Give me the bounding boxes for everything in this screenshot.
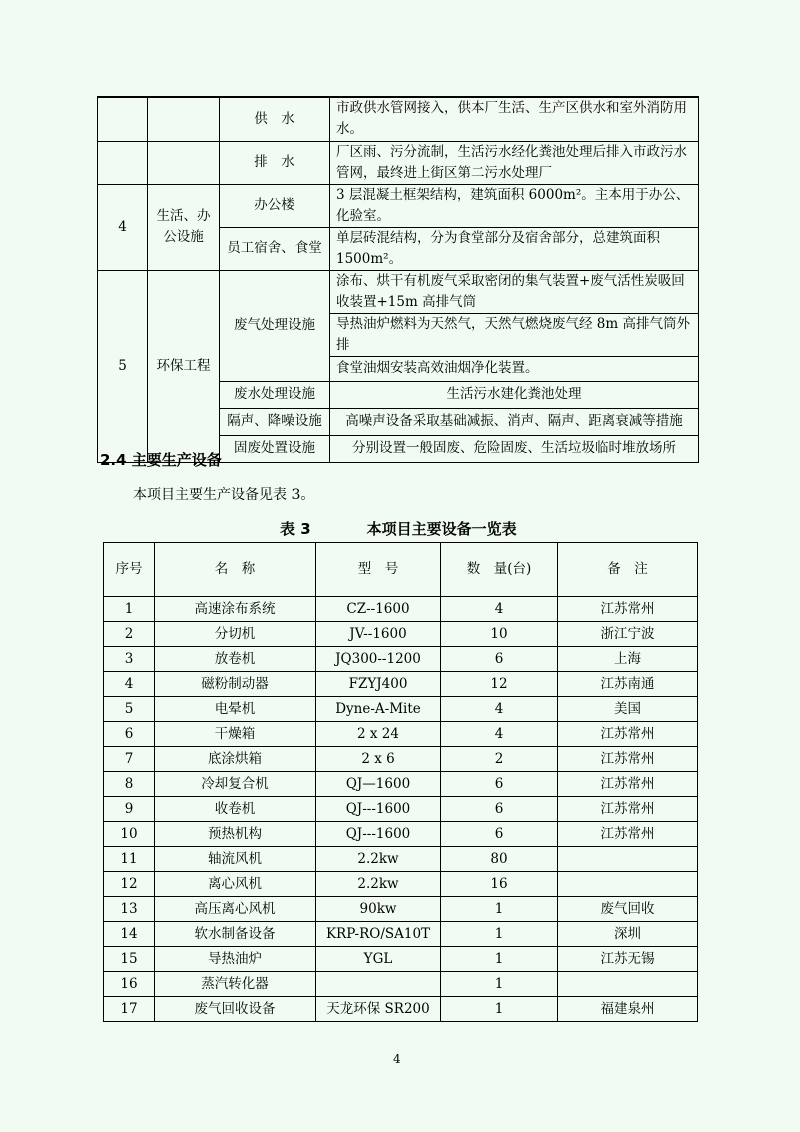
quantity-cell: 1: [441, 997, 558, 1022]
table-row: [104, 822, 698, 847]
seq-cell: 10: [104, 822, 155, 847]
remark-cell: 废气回收: [558, 897, 698, 922]
model-cell: FZYJ400: [316, 672, 441, 697]
facility-desc: 涂布、烘干有机废气采取密闭的集气装置+废气活性炭吸回收装置+15m 高排气筒: [330, 270, 699, 313]
header-seq-cell: 序号: [104, 543, 155, 597]
cell-empty: [148, 141, 220, 184]
name-cell: 预热机构: [155, 822, 316, 847]
name-cell: 高速涂布系统: [155, 597, 316, 622]
table-row: [104, 772, 698, 797]
seq-cell: 17: [104, 997, 155, 1022]
table-row: [104, 947, 698, 972]
table-title: 本项目主要设备一览表: [366, 520, 517, 538]
remark-cell: [558, 872, 698, 897]
remark-cell: 浙江宁波: [558, 622, 698, 647]
name-cell: 软水制备设备: [155, 922, 316, 947]
model-cell: 2 x 6: [316, 747, 441, 772]
table-header-row: [104, 543, 698, 597]
facility-no: 5: [98, 270, 148, 462]
quantity-cell: 80: [441, 847, 558, 872]
table-row: [104, 897, 698, 922]
name-cell: 电晕机: [155, 697, 316, 722]
quantity-cell: 2: [441, 747, 558, 772]
header-quantity-cell: 数 量(台): [441, 543, 558, 597]
table-row: [104, 797, 698, 822]
model-cell: QJ---1600: [316, 822, 441, 847]
name-cell: 分切机: [155, 622, 316, 647]
seq-cell: 13: [104, 897, 155, 922]
section-heading: 2.4 主要生产设备: [100, 451, 222, 469]
facility-item: 固废处置设施: [220, 435, 330, 462]
seq-cell: 3: [104, 647, 155, 672]
model-cell: 2 x 24: [316, 722, 441, 747]
name-cell: 放卷机: [155, 647, 316, 672]
table-row: [104, 697, 698, 722]
table-row: [104, 972, 698, 997]
model-cell: QJ—1600: [316, 772, 441, 797]
quantity-cell: 6: [441, 772, 558, 797]
remark-cell: 江苏常州: [558, 772, 698, 797]
table-row: [104, 597, 698, 622]
name-cell: 蒸汽转化器: [155, 972, 316, 997]
facility-desc: 厂区雨、污分流制，生活污水经化粪池处理后排入市政污水管网，最终进上街区第二污水处理厂: [330, 141, 699, 184]
quantity-cell: 6: [441, 797, 558, 822]
name-cell: 收卷机: [155, 797, 316, 822]
quantity-cell: 16: [441, 872, 558, 897]
model-cell: [316, 972, 441, 997]
quantity-cell: 4: [441, 722, 558, 747]
quantity-cell: 4: [441, 597, 558, 622]
facility-item: 供 水: [220, 97, 330, 141]
table-row: [104, 672, 698, 697]
table-row: [104, 997, 698, 1022]
facility-item: 隔声、降噪设施: [220, 408, 330, 435]
seq-cell: 12: [104, 872, 155, 897]
facility-desc: 分别设置一般固废、危险固废、生活垃圾临时堆放场所: [330, 435, 699, 462]
table-row: [104, 622, 698, 647]
facility-category: 环保工程: [148, 270, 220, 462]
remark-cell: [558, 972, 698, 997]
remark-cell: 江苏南通: [558, 672, 698, 697]
cell-empty: [98, 97, 148, 141]
seq-cell: 1: [104, 597, 155, 622]
remark-cell: 江苏常州: [558, 722, 698, 747]
name-cell: 高压离心风机: [155, 897, 316, 922]
facility-item: 废气处理设施: [220, 270, 330, 381]
table-row: [98, 184, 699, 227]
facility-no: 4: [98, 184, 148, 270]
model-cell: 2.2kw: [316, 872, 441, 897]
table-row: [104, 647, 698, 672]
seq-cell: 5: [104, 697, 155, 722]
intro-text: 本项目主要生产设备见表 3。: [133, 487, 315, 503]
table-row: [98, 270, 699, 313]
seq-cell: 6: [104, 722, 155, 747]
quantity-cell: 12: [441, 672, 558, 697]
quantity-cell: 6: [441, 647, 558, 672]
model-cell: Dyne-A-Mite: [316, 697, 441, 722]
cell-empty: [148, 97, 220, 141]
seq-cell: 15: [104, 947, 155, 972]
name-cell: 底涂烘箱: [155, 747, 316, 772]
model-cell: 天龙环保 SR200: [316, 997, 441, 1022]
quantity-cell: 1: [441, 972, 558, 997]
seq-cell: 8: [104, 772, 155, 797]
quantity-cell: 1: [441, 897, 558, 922]
quantity-cell: 1: [441, 947, 558, 972]
facility-desc: 导热油炉燃料为天然气，天然气燃烧废气经 8m 高排气筒外排: [330, 313, 699, 356]
remark-cell: [558, 847, 698, 872]
name-cell: 导热油炉: [155, 947, 316, 972]
remark-cell: 江苏常州: [558, 797, 698, 822]
name-cell: 磁粉制动器: [155, 672, 316, 697]
quantity-cell: 4: [441, 697, 558, 722]
table-caption: [280, 518, 517, 539]
facility-desc: 高噪声设备采取基础减振、消声、隔声、距离衰减等措施: [330, 408, 699, 435]
table-row: [98, 141, 699, 184]
remark-cell: 江苏无锡: [558, 947, 698, 972]
remark-cell: 江苏常州: [558, 597, 698, 622]
facility-category: 生活、办公设施: [148, 184, 220, 270]
facility-desc: 食堂油烟安装高效油烟净化装置。: [330, 356, 699, 381]
seq-cell: 2: [104, 622, 155, 647]
header-name-cell: 名 称: [155, 543, 316, 597]
seq-cell: 14: [104, 922, 155, 947]
seq-cell: 4: [104, 672, 155, 697]
model-cell: JQ300--1200: [316, 647, 441, 672]
header-model-cell: 型 号: [316, 543, 441, 597]
remark-cell: 江苏常州: [558, 747, 698, 772]
facility-item: 办公楼: [220, 184, 330, 227]
remark-cell: 深圳: [558, 922, 698, 947]
table-number: 表 3: [280, 520, 311, 538]
table-row: [104, 922, 698, 947]
remark-cell: 美国: [558, 697, 698, 722]
name-cell: 轴流风机: [155, 847, 316, 872]
table-row: [98, 97, 699, 141]
facility-item: 废水处理设施: [220, 381, 330, 408]
table-row: [104, 722, 698, 747]
facility-desc: 单层砖混结构，分为食堂部分及宿舍部分，总建筑面积 1500m²。: [330, 227, 699, 270]
table-row: [104, 747, 698, 772]
header-remark-cell: 备 注: [558, 543, 698, 597]
cell-empty: [98, 141, 148, 184]
model-cell: YGL: [316, 947, 441, 972]
page-number: 4: [393, 1052, 401, 1066]
facility-table: [97, 96, 699, 463]
name-cell: 废气回收设备: [155, 997, 316, 1022]
model-cell: KRP-RO/SA10T: [316, 922, 441, 947]
name-cell: 冷却复合机: [155, 772, 316, 797]
seq-cell: 7: [104, 747, 155, 772]
name-cell: 离心风机: [155, 872, 316, 897]
remark-cell: 福建泉州: [558, 997, 698, 1022]
model-cell: JV--1600: [316, 622, 441, 647]
seq-cell: 9: [104, 797, 155, 822]
model-cell: CZ--1600: [316, 597, 441, 622]
seq-cell: 16: [104, 972, 155, 997]
name-cell: 干燥箱: [155, 722, 316, 747]
quantity-cell: 6: [441, 822, 558, 847]
facility-item: 排 水: [220, 141, 330, 184]
facility-desc: 生活污水建化粪池处理: [330, 381, 699, 408]
equipment-table: [103, 542, 698, 1022]
table-row: [104, 872, 698, 897]
quantity-cell: 10: [441, 622, 558, 647]
remark-cell: 江苏常州: [558, 822, 698, 847]
facility-desc: 市政供水管网接入，供本厂生活、生产区供水和室外消防用水。: [330, 97, 699, 141]
quantity-cell: 1: [441, 922, 558, 947]
model-cell: 90kw: [316, 897, 441, 922]
facility-desc: 3 层混凝土框架结构，建筑面积 6000m²。主本用于办公、化验室。: [330, 184, 699, 227]
facility-item: 员工宿舍、食堂: [220, 227, 330, 270]
model-cell: QJ---1600: [316, 797, 441, 822]
table-row: [104, 847, 698, 872]
remark-cell: 上海: [558, 647, 698, 672]
model-cell: 2.2kw: [316, 847, 441, 872]
seq-cell: 11: [104, 847, 155, 872]
